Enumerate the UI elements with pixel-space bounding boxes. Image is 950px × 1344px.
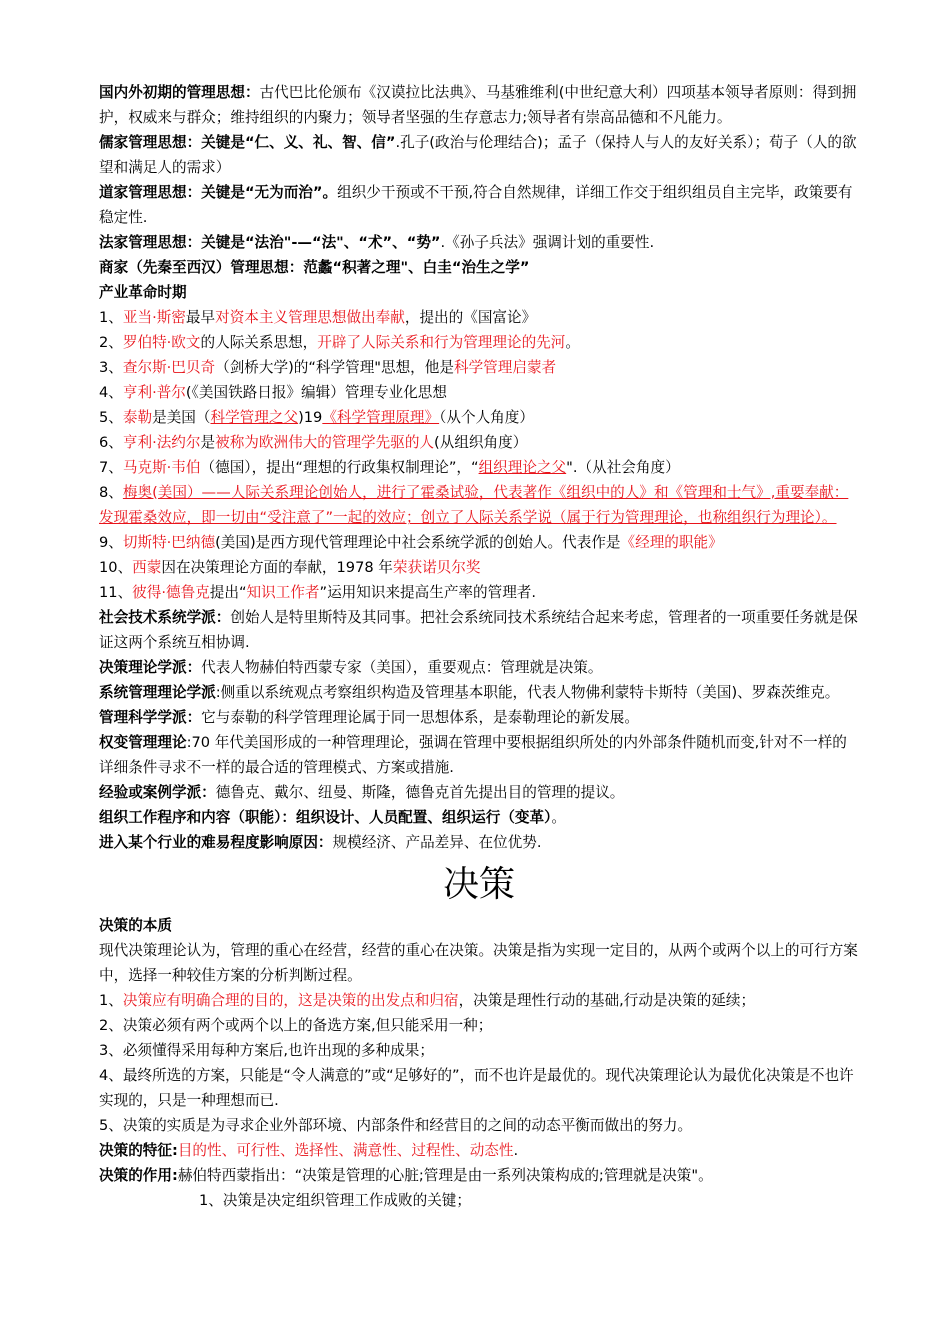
paragraph-decision-role <box>99 1163 859 1188</box>
heading-management-science: 管理科学学派： <box>99 709 202 726</box>
highlight-text: 梅奥(美国）——人际关系理论创始人，进行了霍桑试验，代表著作《组织中的人》和《管理和士气》,重要奉献：发现霍桑效应，即一切由“受注意了”一起的效应；创立了人际关系学说（属于行为管理理论，也称组织行为理论）。 <box>99 484 849 526</box>
heading-decision-school: 决策理论学派： <box>99 659 202 676</box>
item-text: （从个人角度） <box>439 409 534 426</box>
section-title: 决策 <box>442 864 515 905</box>
text-early-thought: 古代巴比伦颁布《汉谟拉比法典》、马基雅维利(中世纪意大利）四项基本领导者原则：得到拥护，权威来与群众；维持组织的内聚力；领导者坚强的生存意志力;领导者有崇高品德和不凡能力。 <box>99 84 857 126</box>
item-text: （剑桥大学)的“科学管理"思想，他是 <box>215 359 454 376</box>
list-number: 3、 <box>99 359 123 376</box>
item-text: ".（从社会角度） <box>566 459 680 476</box>
text-management-science: 它与泰勒的科学管理理论属于同一思想体系，是泰勒理论的新发展。 <box>201 709 639 726</box>
person-name: 查尔斯·巴贝奇 <box>122 359 216 376</box>
highlight-text: 荣获诺贝尔奖 <box>392 559 481 576</box>
list-number: 4、 <box>99 384 123 401</box>
heading-taoist: 道家管理思想：关键是“无为而治”。 <box>99 184 338 201</box>
list-number: 11、 <box>99 584 133 601</box>
list-item-2 <box>99 330 859 355</box>
text-organizing: 。 <box>551 809 567 826</box>
highlight-text: 组织理论之父 <box>478 459 567 476</box>
text-contingency: :70 年代美国形成的一种管理理论，强调在管理中要根据组织所处的内外部条件随机而变,针对不一样的详细条件寻求不一样的最合适的管理模式、方案或措施. <box>99 734 847 776</box>
heading-merchant: 商家（先秦至西汉）管理思想：范蠡“积著之理"、白圭“治生之学” <box>99 259 530 276</box>
list-item-10 <box>99 555 859 580</box>
heading-industry-entry: 进入某个行业的难易程度影响原因： <box>99 834 333 851</box>
item-text: ，决策是理性行动的基础,行动是决策的延续； <box>458 992 756 1009</box>
list-number: 9、 <box>99 534 123 551</box>
list-number: 1、 <box>99 309 123 326</box>
heading-confucian: 儒家管理思想：关键是“仁、义、礼、智、信” <box>99 134 396 151</box>
heading-industrial-revolution: 产业革命时期 <box>99 284 187 301</box>
item-text: 因在决策理论方面的奉献，1978 年 <box>161 559 393 576</box>
highlight-text: 对资本主义管理思想做出奉献 <box>215 309 405 326</box>
person-name: 罗伯特·欧文 <box>122 334 201 351</box>
item-text: （德国），提出“理想的行政集权制理论”，“ <box>200 459 479 476</box>
list-item-9 <box>99 530 859 555</box>
item-text: (美国)是西方现代管理理论中社会系统学派的创始人。代表作是 <box>215 534 621 551</box>
item-text: 最早 <box>185 309 216 326</box>
heading-sociotechnical: 社会技术系统学派： <box>99 609 231 626</box>
list-item-4 <box>99 380 859 405</box>
highlight-text: 《科学管理原理》 <box>322 409 440 426</box>
item-text: (《美国铁路日报》编辑）管理专业化思想 <box>185 384 447 401</box>
highlight-text: 科学管理启蒙者 <box>453 359 557 376</box>
list-item-7 <box>99 455 859 480</box>
paragraph-empirical <box>99 780 859 805</box>
list-item-6 <box>99 430 859 455</box>
heading-decision-nature: 决策的本质 <box>99 917 172 934</box>
item-text: 提出“ <box>209 584 247 601</box>
paragraph-organizing <box>99 805 859 830</box>
paragraph-industry-entry <box>99 830 859 855</box>
item-text: 的人际关系思想， <box>200 334 318 351</box>
list-item-3 <box>99 355 859 380</box>
decision-point-1 <box>99 988 859 1013</box>
text-decision-school: 代表人物赫伯特西蒙专家（美国），重要观点：管理就是决策。 <box>201 659 603 676</box>
text-confucian: .孔子(政治与伦理结合)；孟子（保持人与人的友好关系）；荀子（人的欲望和满足人的需求） <box>99 134 857 176</box>
heading-contingency: 权变管理理论 <box>99 734 187 751</box>
list-item-11 <box>99 580 859 605</box>
item-text: (从组织角度） <box>434 434 528 451</box>
paragraph-early-thought <box>99 80 859 130</box>
person-name: 泰勒 <box>122 409 153 426</box>
list-number: 1、 <box>99 992 123 1009</box>
highlight-text: 决策应有明确合理的目的，这是决策的出发点和归宿 <box>122 992 459 1009</box>
person-name: 西蒙 <box>132 559 162 576</box>
list-item-5 <box>99 405 859 430</box>
list-number: 5、 <box>99 409 123 426</box>
paragraph-management-science <box>99 705 859 730</box>
list-item-8 <box>99 480 859 530</box>
list-number: 2、 <box>99 334 123 351</box>
heading-decision-features: 决策的特征: <box>99 1142 178 1159</box>
list-number: 10、 <box>99 559 133 576</box>
decision-point-5: 5、决策的实质是为寻求企业外部环境、内部条件和经营目的之间的动态平衡而做出的努力。 <box>99 1117 693 1134</box>
document-page <box>99 80 859 1213</box>
decision-point-3: 3、必须懂得采用每种方案后,也许出现的多种成果； <box>99 1042 434 1059</box>
item-text: 。 <box>565 334 580 351</box>
text-taoist: 组织少干预或不干预,符合自然规律，详细工作交于组织组员自主完毕，政策要有稳定性. <box>99 184 853 226</box>
paragraph-systems-school <box>99 680 859 705</box>
heading-empirical: 经验或案例学派： <box>99 784 216 801</box>
decision-point-2: 2、决策必须有两个或两个以上的备选方案,但只能采用一种； <box>99 1017 493 1034</box>
list-number: 6、 <box>99 434 123 451</box>
paragraph-sociotechnical <box>99 605 859 655</box>
heading-early-thought: 国内外初期的管理思想： <box>99 84 260 101</box>
person-name: 马克斯·韦伯 <box>122 459 201 476</box>
paragraph-decision-school <box>99 655 859 680</box>
highlight-text: 知识工作者 <box>246 584 320 601</box>
heading-organizing: 组织工作程序和内容（职能）：组织设计、人员配置、组织运行（变革） <box>99 809 552 826</box>
heading-decision-role: 决策的作用: <box>99 1167 178 1184</box>
list-number: 7、 <box>99 459 123 476</box>
item-text: ，提出的《国富论》 <box>404 309 537 326</box>
highlight-text: 科学管理之父 <box>210 409 299 426</box>
decision-role-point-1: 1、决策是决定组织管理工作成败的关键； <box>199 1192 471 1209</box>
highlight-text: 开辟了人际关系和行为管理理论的先河 <box>317 334 566 351</box>
text-empirical: 德鲁克、戴尔、纽曼、斯隆，德鲁克首先提出目的管理的提议。 <box>215 784 625 801</box>
list-number: 8、 <box>99 484 123 501</box>
text-sociotechnical: 创始人是特里斯特及其同事。把社会系统同技术系统结合起来考虑，管理者的一项重要任务就是保证这两个系统互相协调. <box>99 609 858 651</box>
paragraph-contingency <box>99 730 859 780</box>
list-item-1 <box>99 305 859 330</box>
person-name: 亚当·斯密 <box>122 309 186 326</box>
text-legalist: .《孙子兵法》强调计划的重要性. <box>440 234 655 251</box>
person-name: 亨利·普尔 <box>122 384 186 401</box>
heading-legalist: 法家管理思想：关键是“法治"-—“法"、“术”、“势” <box>99 234 441 251</box>
highlight-text: 被称为欧洲伟大的管理学先驱的人 <box>215 434 435 451</box>
text-systems-school: :侧重以系统观点考察组织构造及管理基本职能，代表人物佛利蒙特卡斯特（美国)、罗森茨维克。 <box>215 684 840 701</box>
item-text: ”运用知识来提高生产率的管理者. <box>319 584 537 601</box>
person-name: 切斯特·巴纳德 <box>122 534 216 551</box>
item-text: 是 <box>200 434 216 451</box>
person-name: 亨利·法约尔 <box>122 434 201 451</box>
item-text: )19 <box>298 409 323 426</box>
person-name: 彼得·德鲁克 <box>132 584 210 601</box>
text-industry-entry: 规模经济、产品差异、在位优势. <box>332 834 542 851</box>
paragraph-legalist <box>99 230 859 255</box>
highlight-text: 《经理的职能》 <box>620 534 723 551</box>
paragraph-taoist <box>99 180 859 230</box>
paragraph-decision-features <box>99 1138 859 1163</box>
paragraph-confucian <box>99 130 859 180</box>
item-text: . <box>513 1142 519 1159</box>
highlight-text: 目的性、可行性、选择性、满意性、过程性、动态性 <box>177 1142 514 1159</box>
paragraph-decision-definition: 现代决策理论认为，管理的重心在经营，经营的重心在决策。决策是指为实现一定目的，从两个或两个以上的可行方案中，选择一种较佳方案的分析判断过程。 <box>99 942 858 984</box>
text-decision-role: 赫伯特西蒙指出：“决策是管理的心脏;管理是由一系列决策构成的;管理就是决策"。 <box>177 1167 713 1184</box>
heading-systems-school: 系统管理理论学派 <box>99 684 216 701</box>
decision-point-4: 4、最终所选的方案，只能是“令人满意的”或“足够好的”，而不也许是最优的。现代决策理论认为最优化决策是不也许实现的，只是一种理想而已. <box>99 1067 854 1109</box>
item-text: 是美国（ <box>152 409 211 426</box>
